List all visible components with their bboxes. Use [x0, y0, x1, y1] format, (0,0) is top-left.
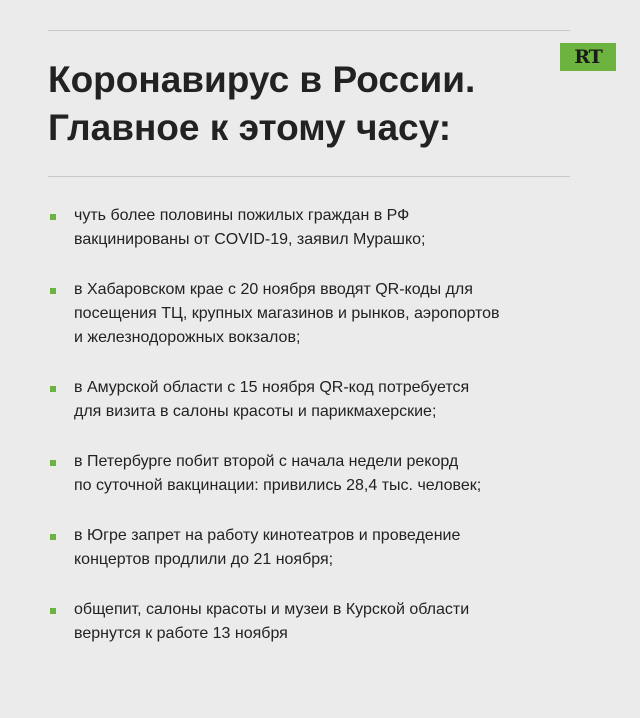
rt-logo: [560, 43, 616, 71]
title-divider: [48, 176, 570, 177]
rt-logo-text: RT: [574, 45, 602, 68]
list-item: [48, 376, 588, 424]
bullet-square-icon: [50, 608, 56, 614]
title-line-1: Коронавирус в России.: [48, 59, 476, 100]
bullet-square-icon: [50, 288, 56, 294]
list-item: [48, 524, 588, 572]
list-item-text: в Хабаровском крае с 20 ноября вводят QR-коды для посещения ТЦ, крупных магазинов и рынков, аэропортов и железнодорожных вокзалов;: [74, 281, 500, 346]
list-item-text: в Амурской области с 15 ноября QR-код потребуется для визита в салоны красоты и парикмахерские;: [74, 379, 470, 420]
bullet-square-icon: [50, 386, 56, 392]
bullet-square-icon: [50, 214, 56, 220]
list-item: [48, 204, 588, 252]
list-item: [48, 598, 588, 646]
list-item: [48, 278, 588, 350]
list-item-text: чуть более половины пожилых граждан в РФ вакцинированы от COVID-19, заявил Мурашко;: [74, 207, 426, 248]
list-item-text: в Петербурге побит второй с начала недели рекорд по суточной вакцинации: привились 28,4 тыс. человек;: [74, 453, 482, 494]
list-item-text: в Югре запрет на работу кинотеатров и проведение концертов продлили до 21 ноября;: [74, 527, 461, 568]
page-title: [48, 56, 548, 152]
top-divider: [48, 30, 570, 31]
bullet-square-icon: [50, 460, 56, 466]
title-line-2: Главное к этому часу:: [48, 107, 452, 148]
news-list: [48, 204, 588, 672]
list-item: [48, 450, 588, 498]
list-item-text: общепит, салоны красоты и музеи в Курской области вернутся к работе 13 ноября: [74, 601, 470, 642]
bullet-square-icon: [50, 534, 56, 540]
